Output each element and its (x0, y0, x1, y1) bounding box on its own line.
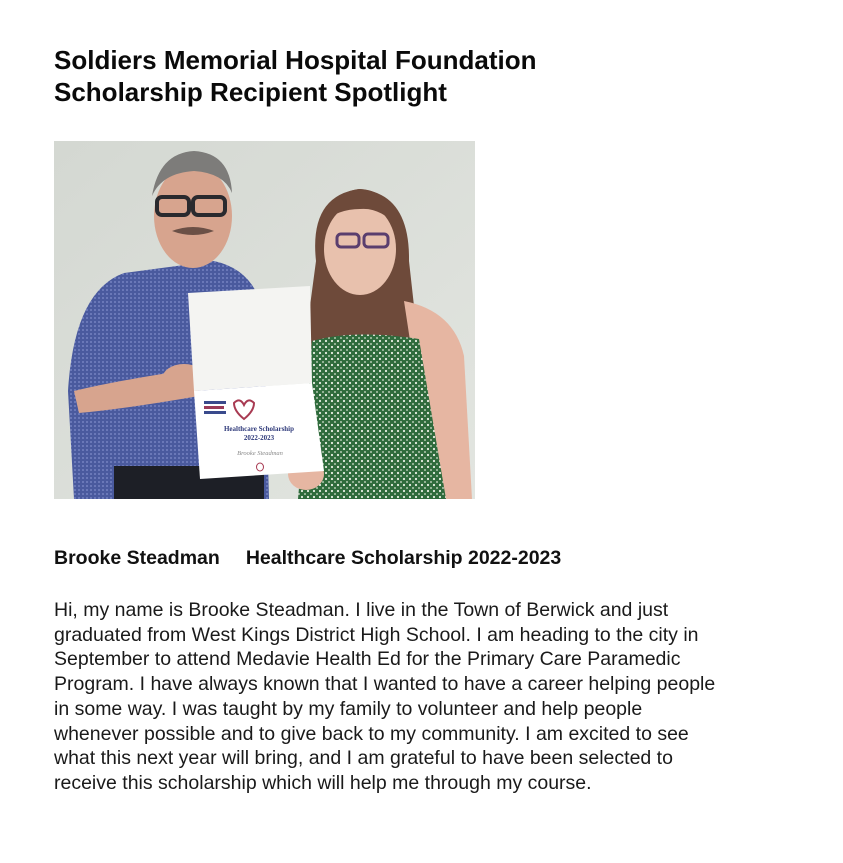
certificate (188, 286, 324, 479)
recipient-heading (54, 547, 561, 570)
story-line: graduated from West Kings District High School. I am heading to the city in (54, 623, 699, 646)
page-title (54, 44, 537, 108)
award-name: Healthcare Scholarship 2022-2023 (245, 547, 562, 569)
recipient-photo (54, 141, 475, 499)
story-line: September to attend Medavie Health Ed for the Primary Care Paramedic (54, 648, 681, 671)
title-line-1: Soldiers Memorial Hospital Foundation (54, 45, 537, 75)
story-line: receive this scholarship which will help me through my course. (54, 771, 592, 794)
certificate-signature: Brooke Steadman (237, 450, 283, 457)
photo-illustration (54, 141, 475, 499)
title-line-2: Scholarship Recipient Spotlight (54, 77, 447, 107)
recipient-name: Brooke Steadman (54, 547, 220, 569)
story-line: Hi, my name is Brooke Steadman. I live in the Town of Berwick and just (54, 599, 669, 621)
recipient-story (54, 598, 814, 796)
certificate-title: Healthcare Scholarship (223, 425, 295, 433)
story-line: whenever possible and to give back to my community. I am excited to see (54, 722, 689, 745)
story-line: in some way. I was taught by my family to volunteer and help people (54, 697, 643, 720)
story-line: Program. I have always known that I wanted to have a career helping people (54, 673, 716, 696)
story-line: what this next year will bring, and I am grateful to have been selected to (54, 747, 673, 770)
certificate-years: 2022-2023 (243, 434, 275, 442)
